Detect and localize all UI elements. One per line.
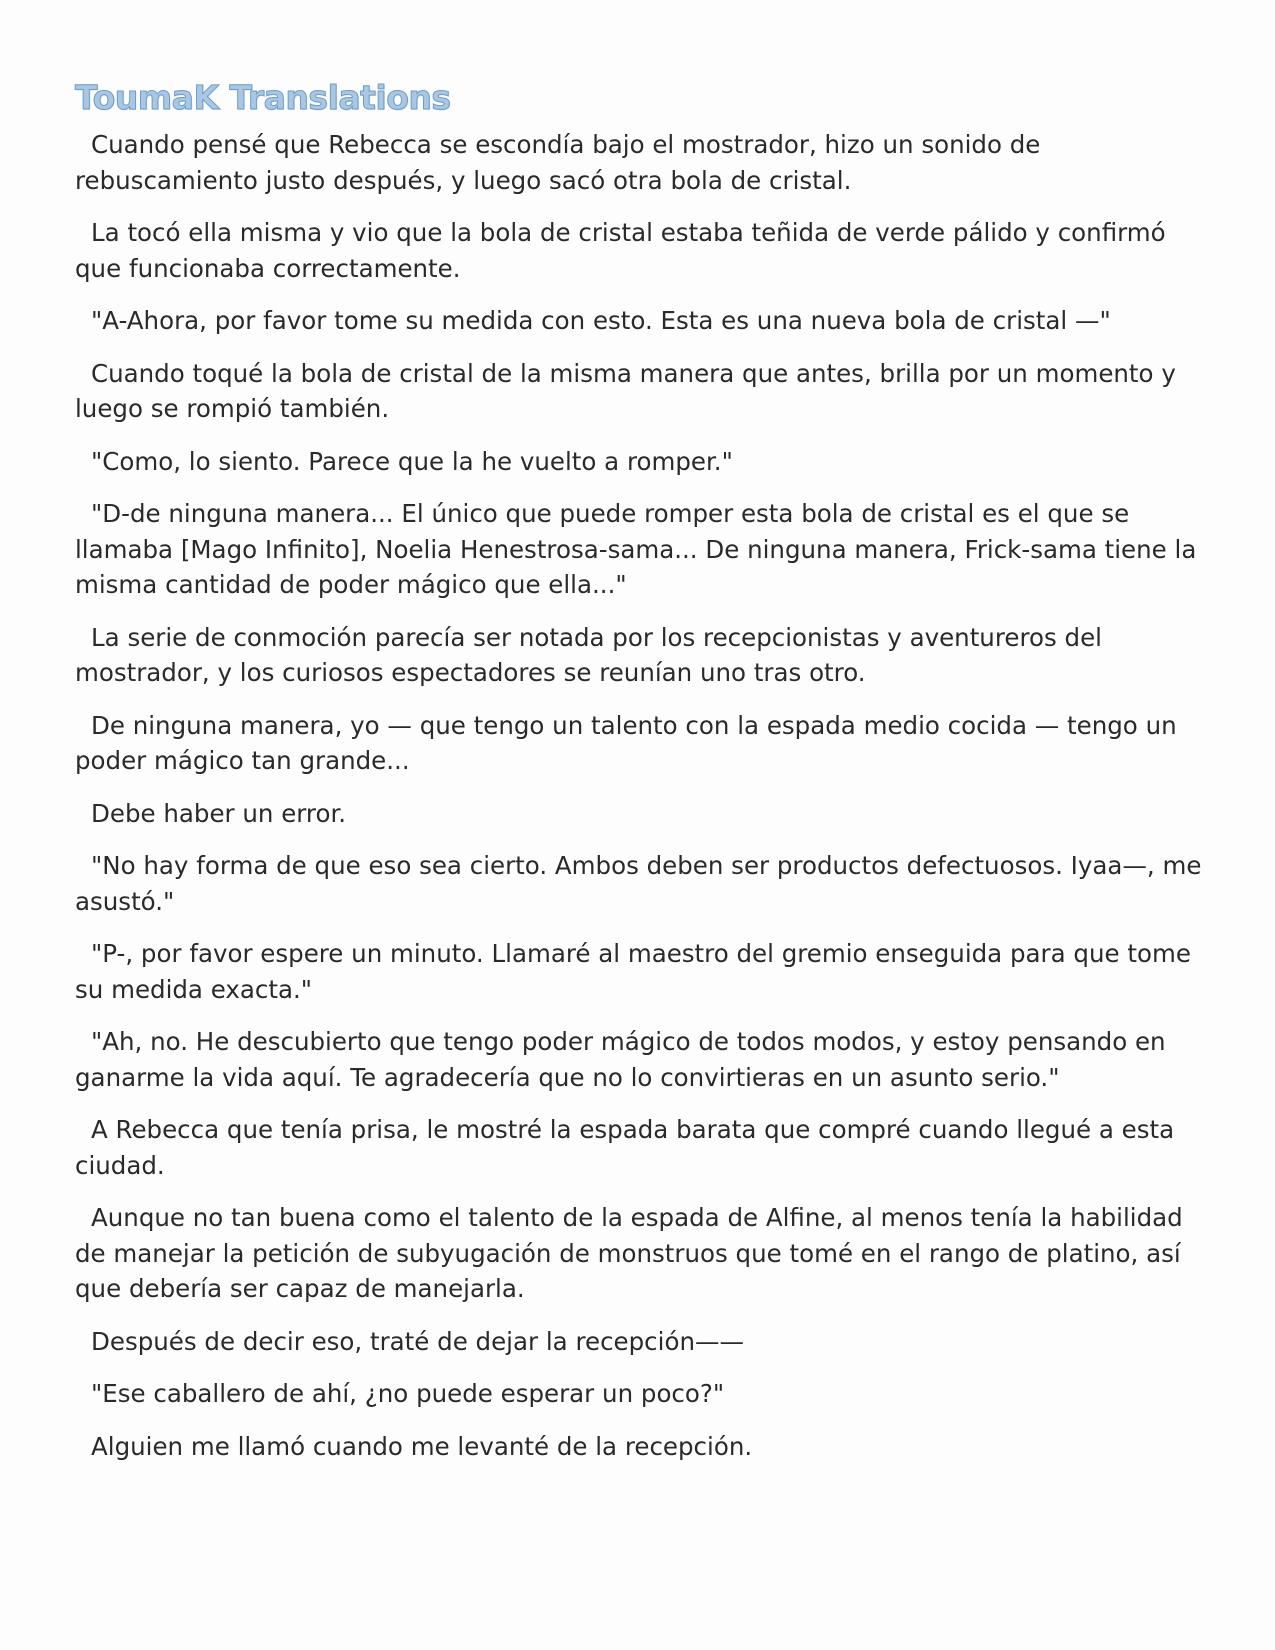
paragraph: Después de decir eso, traté de dejar la recepción—— [91, 1326, 744, 1356]
paragraph: Cuando pensé que Rebecca se escondía bajo el mostrador, hizo un sonido de rebuscamiento justo después, y luego sacó otra bola de cristal. [75, 130, 1041, 195]
paragraph: "A-Ahora, por favor tome su medida con esto. Esta es una nueva bola de cristal —" [91, 306, 1111, 335]
paragraph: Cuando toqué la bola de cristal de la misma manera que antes, brilla por un momento y luego se rompió también. [75, 358, 1176, 423]
document-body [75, 127, 1205, 1481]
paragraph: A Rebecca que tenía prisa, le mostré la espada barata que compré cuando llegué a esta ciudad. [75, 1115, 1175, 1180]
paragraph: La tocó ella misma y vio que la bola de cristal estaba teñida de verde pálido y confirmó que funcionaba correctamente. [75, 218, 1166, 283]
paragraph: "D-de ninguna manera... El único que puede romper esta bola de cristal es el que se llamaba [Mago Infinito], Noelia Henestrosa-sama... De ninguna manera, Frick-sama tiene la misma cantidad de poder mágico que ella..." [75, 499, 1197, 599]
paragraph: "P-, por favor espere un minuto. Llamaré al maestro del gremio enseguida para que tome su medida exacta." [75, 939, 1191, 1004]
paragraph: Alguien me llamó cuando me levanté de la recepción. [91, 1431, 753, 1461]
paragraph: De ninguna manera, yo — que tengo un talento con la espada medio cocida — tengo un poder mágico tan grande... [75, 710, 1177, 775]
paragraph: Debe haber un error. [91, 798, 347, 828]
paragraph: "Ese caballero de ahí, ¿no puede esperar un poco?" [91, 1379, 725, 1408]
paragraph: "Como, lo siento. Parece que la he vuelto a romper." [91, 446, 733, 476]
paragraph: "Ah, no. He descubierto que tengo poder mágico de todos modos, y estoy pensando en ganarme la vida aquí. Te agradecería que no lo convirtieras en un asunto serio." [75, 1027, 1166, 1092]
paragraph: Aunque no tan buena como el talento de la espada de Alfine, al menos tenía la habilidad de manejar la petición de subyugación de monstruos que tomé en el rango de platino, así que debería ser capaz de manejarla. [75, 1203, 1183, 1303]
paragraph: "No hay forma de que eso sea cierto. Ambos deben ser productos defectuosos. Iyaa—, me asustó." [75, 851, 1202, 916]
paragraph: La serie de conmoción parecía ser notada por los recepcionistas y aventureros del mostrador, y los curiosos espectadores se reunían uno tras otro. [75, 622, 1102, 687]
translator-header: ToumaK Translations [75, 78, 451, 117]
